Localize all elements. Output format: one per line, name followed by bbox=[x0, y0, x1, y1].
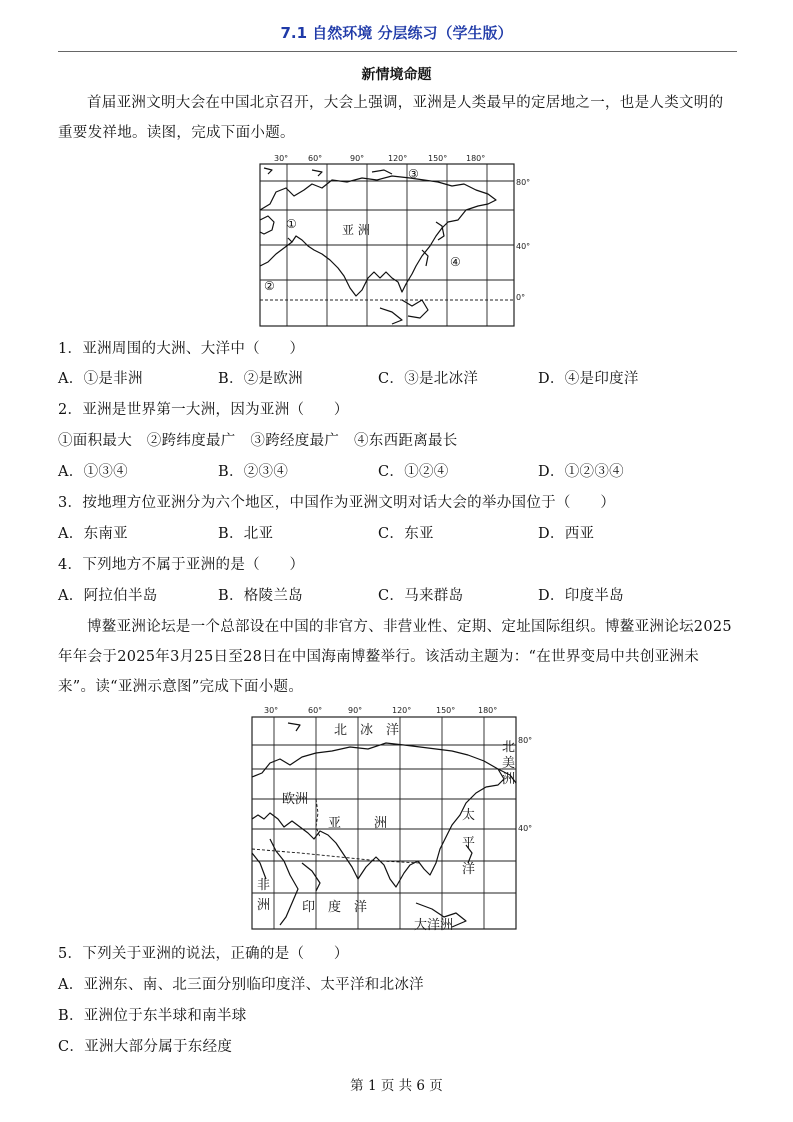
map1-lon-label: 150° bbox=[428, 154, 448, 163]
map2-lat-label: 40° bbox=[518, 824, 533, 833]
map1-lon-label: 30° bbox=[274, 154, 289, 163]
question-3-option[interactable]: B．北亚 bbox=[218, 526, 274, 542]
question-5-stem: 5．下列关于亚洲的说法，正确的是（ ） bbox=[58, 946, 349, 962]
question-3-option[interactable]: D．西亚 bbox=[538, 526, 595, 542]
header-rule bbox=[58, 51, 737, 52]
question-2-stem: 2．亚洲是世界第一大洲，因为亚洲（ ） bbox=[58, 402, 349, 418]
question-2-option[interactable]: B．②③④ bbox=[218, 464, 289, 480]
map2-north-america-label: 洲 bbox=[502, 772, 516, 787]
page-title: 7.1 自然环境 分层练习（学生版） bbox=[280, 24, 513, 42]
map2-pacific-label: 太 bbox=[462, 808, 476, 823]
asia-map-2 bbox=[240, 703, 545, 933]
map2-indian-ocean-label: 印 度 洋 bbox=[302, 900, 368, 915]
map2-africa-label: 非 bbox=[257, 878, 271, 893]
question-3-option[interactable]: A．东南亚 bbox=[58, 526, 128, 542]
map1-lat-label: 80° bbox=[516, 178, 531, 187]
question-1-option[interactable]: D．④是印度洋 bbox=[538, 371, 639, 387]
map2-asia-label: 亚 bbox=[328, 816, 342, 831]
page-footer: 第 1 页 共 6 页 bbox=[350, 1078, 443, 1094]
map2-arctic-label: 北 冰 洋 bbox=[334, 723, 400, 738]
map2-europe-label: 欧洲 bbox=[282, 792, 309, 807]
question-4-stem: 4．下列地方不属于亚洲的是（ ） bbox=[58, 557, 305, 573]
question-4-option[interactable]: C．马来群岛 bbox=[378, 588, 464, 604]
map2-oceania-label: 大洋洲 bbox=[414, 918, 454, 933]
question-1-stem: 1．亚洲周围的大洲、大洋中（ ） bbox=[58, 341, 305, 357]
map2-north-america-label: 北 bbox=[502, 740, 516, 755]
question-2-option[interactable]: C．①②④ bbox=[378, 464, 449, 480]
question-2-statements: ①面积最大 ②跨纬度最广 ③跨经度最广 ④东西距离最长 bbox=[58, 433, 458, 449]
question-2-option[interactable]: A．①③④ bbox=[58, 464, 128, 480]
map2-pacific-label: 平 bbox=[462, 836, 476, 851]
asia-map-1 bbox=[252, 150, 542, 330]
map1-lon-label: 90° bbox=[350, 154, 365, 163]
map2-asia-label: 洲 bbox=[374, 816, 388, 831]
question-2-option[interactable]: D．①②③④ bbox=[538, 464, 624, 480]
map1-continent-label: 亚 洲 bbox=[342, 223, 370, 237]
map1-lon-label: 120° bbox=[388, 154, 408, 163]
map2-africa-label: 洲 bbox=[257, 898, 271, 913]
map1-marker-1: ① bbox=[286, 217, 297, 231]
map2-north-america-label: 美 bbox=[502, 756, 516, 771]
map2-lat-label: 80° bbox=[518, 736, 533, 745]
question-5-option[interactable]: A．亚洲东、南、北三面分别临印度洋、太平洋和北冰洋 bbox=[58, 977, 424, 993]
map2-lon-label: 60° bbox=[308, 706, 323, 715]
question-3-stem: 3．按地理方位亚洲分为六个地区，中国作为亚洲文明对话大会的举办国位于（ ） bbox=[58, 495, 616, 511]
question-4-option[interactable]: D．印度半岛 bbox=[538, 588, 624, 604]
question-1-option[interactable]: C．③是北冰洋 bbox=[378, 371, 479, 387]
section-title: 新情境命题 bbox=[361, 67, 432, 83]
map2-pacific-label: 洋 bbox=[462, 862, 476, 877]
map1-lat-label: 40° bbox=[516, 242, 531, 251]
map2-lon-label: 150° bbox=[436, 706, 456, 715]
map2-lon-label: 30° bbox=[264, 706, 279, 715]
map2-lon-label: 180° bbox=[478, 706, 498, 715]
question-5-option[interactable]: B．亚洲位于东半球和南半球 bbox=[58, 1008, 247, 1024]
question-1-option[interactable]: B．②是欧洲 bbox=[218, 371, 303, 387]
map2-lon-label: 120° bbox=[392, 706, 412, 715]
map1-marker-4: ④ bbox=[450, 255, 461, 269]
question-5-option[interactable]: C．亚洲大部分属于东经度 bbox=[58, 1039, 233, 1055]
map1-marker-2: ② bbox=[264, 279, 275, 293]
map1-lon-label: 60° bbox=[308, 154, 323, 163]
intro-paragraph-1: 首届亚洲文明大会在中国北京召开，大会上强调，亚洲是人类最早的定居地之一，也是人类文明的重要发祥地。读图，完成下面小题。 bbox=[58, 95, 724, 141]
map1-lon-label: 180° bbox=[466, 154, 486, 163]
question-1-option[interactable]: A．①是非洲 bbox=[58, 371, 143, 387]
map1-marker-3: ③ bbox=[408, 167, 419, 181]
question-3-option[interactable]: C．东亚 bbox=[378, 526, 434, 542]
map1-lat-label: 0° bbox=[516, 293, 526, 302]
question-4-option[interactable]: A．阿拉伯半岛 bbox=[58, 588, 158, 604]
intro-paragraph-2: 博鳌亚洲论坛是一个总部设在中国的非官方、非营业性、定期、定址国际组织。博鳌亚洲论坛2025年年会于2025年3月25日至28日在中国海南博鳌举行。该活动主题为：“在世界变局中共创亚洲未来”。读“亚洲示意图”完成下面小题。 bbox=[58, 619, 732, 695]
question-4-option[interactable]: B．格陵兰岛 bbox=[218, 588, 303, 604]
map2-lon-label: 90° bbox=[348, 706, 363, 715]
